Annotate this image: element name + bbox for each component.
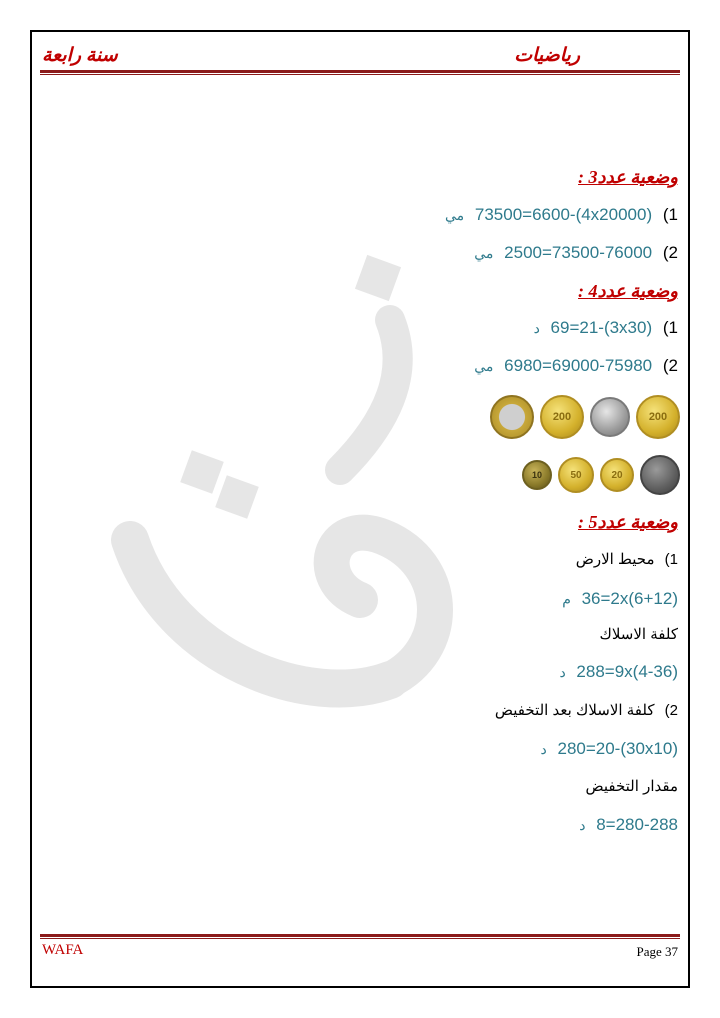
footer-author: WAFA — [42, 942, 84, 958]
coin-bimetal — [490, 395, 534, 439]
calc-expression: 36=2x(6+12) — [581, 589, 678, 608]
item-number: 2) — [662, 243, 678, 262]
item-number: 2) — [664, 702, 678, 719]
coin-10-olive: 10 — [522, 460, 552, 490]
section-3-title — [578, 167, 678, 188]
section-4-heading: وضعية عدد4 : — [578, 281, 678, 301]
calc-expression: 8=280-288 — [596, 815, 678, 834]
header-rule-thin — [40, 74, 680, 75]
coins-row-1 — [490, 395, 680, 439]
watermark-logo — [90, 240, 510, 760]
unit-label: مي — [474, 245, 494, 261]
coin-50-gold: 50 — [558, 457, 594, 493]
unit-label: د — [533, 320, 540, 336]
calc-expression: 288=9x(4-36) — [576, 662, 678, 681]
coin-20-gold: 20 — [600, 458, 634, 492]
section-3-item-1 — [445, 205, 678, 225]
section-5-calc-3 — [541, 739, 678, 759]
item-number: 2) — [662, 356, 678, 375]
calc-expression: 280=20-(30x10) — [557, 739, 678, 758]
section-4-item-1 — [534, 318, 678, 338]
calc-expression: 69=21-(3x30) — [550, 318, 653, 337]
footer-rule-thin — [40, 938, 680, 939]
item-label: مقدار التخفيض — [585, 778, 678, 795]
header-grade: سنة رابعة — [42, 45, 118, 66]
calc-expression: 6980=69000-75980 — [504, 356, 653, 375]
section-5-item-2 — [495, 701, 678, 719]
unit-label: مي — [474, 358, 494, 374]
item-number: 1) — [662, 318, 678, 337]
item-number: 1) — [664, 551, 678, 568]
header-rule — [40, 70, 680, 73]
item-label: كلفة الاسلاك بعد التخفيض — [494, 702, 655, 719]
section-5-calc-2 — [559, 662, 678, 682]
section-4-item-2 — [474, 356, 678, 376]
item-label: محيط الارض — [575, 551, 655, 568]
section-5-item-1 — [576, 550, 678, 568]
coins-row-2 — [522, 455, 680, 495]
section-3-item-2 — [474, 243, 678, 263]
coin-dark — [640, 455, 680, 495]
section-5-label-2 — [599, 625, 678, 643]
page-number: Page 37 — [636, 944, 678, 959]
section-5-calc-1 — [562, 589, 678, 609]
unit-label: مي — [444, 207, 465, 223]
section-5-title — [578, 512, 678, 533]
unit-label: د — [579, 817, 586, 833]
coin-200-gold: 200 — [540, 395, 584, 439]
coin-200-gold: 200 — [636, 395, 680, 439]
header-subject: رياضيات — [514, 45, 580, 66]
section-4-title — [578, 281, 678, 302]
section-3-heading: وضعية عدد3 : — [578, 167, 678, 187]
unit-label: م — [562, 591, 571, 607]
footer-rule — [40, 934, 680, 937]
item-label: كلفة الاسلاك — [599, 626, 678, 643]
calc-expression: 2500=73500-76000 — [504, 243, 653, 262]
calc-expression: 73500=6600-(4x20000) — [474, 205, 653, 224]
coin-silver — [590, 397, 630, 437]
section-5-heading: وضعية عدد5 : — [578, 512, 678, 532]
item-number: 1) — [662, 205, 678, 224]
section-5-calc-4 — [579, 815, 678, 835]
unit-label: د — [540, 741, 547, 757]
unit-label: د — [559, 664, 566, 680]
section-5-label-3 — [585, 777, 678, 795]
